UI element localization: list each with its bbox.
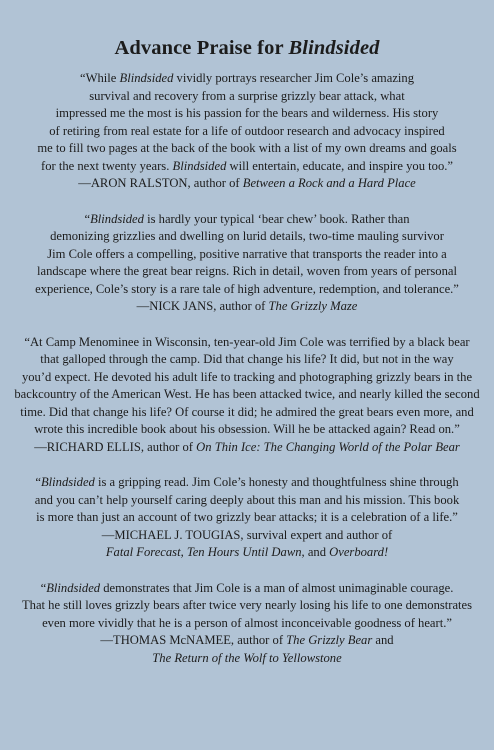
blurb-line: backcountry of the American West. He has been attacked twice, and nearly killed the second <box>14 387 480 401</box>
blurb-line: is more than just an account of two grizzly bear attacks; it is a celebration of a life.” <box>36 510 458 524</box>
blurb-line: “At Camp Menominee in Wisconsin, ten-year-old Jim Cole was terrified by a black bear <box>24 334 470 349</box>
praise-blurb <box>7 70 487 193</box>
italic-title: Blindsided <box>40 475 95 489</box>
italic-title: The Return of the Wolf to Yellowstone <box>152 650 342 665</box>
italic-title: Blindsided <box>46 580 101 595</box>
blurb-line: even more vividly that he is a person of almost inconceivable goodness of heart.” <box>42 615 452 630</box>
blurb-line: for the next twenty years. Blindsided will entertain, educate, and inspire you too.” <box>41 158 453 173</box>
italic-title: The Grizzly Maze <box>268 299 358 313</box>
blurb-line: impressed me the most is his passion for the bears and wilderness. His story <box>55 106 439 120</box>
italic-title: On Thin Ice: The Changing World of the Polar Bear <box>196 439 460 454</box>
title-prefix: Advance Praise for <box>114 37 289 59</box>
blurb-line: “While Blindsided vividly portrays researcher Jim Cole’s amazing <box>80 71 414 85</box>
blurb-line: experience, Cole’s story is a rare tale of high adventure, redemption, and tolerance.” <box>35 281 459 296</box>
blurb-line: “Blindsided is hardly your typical ‘bear chew’ book. Rather than <box>84 211 410 226</box>
praise-blurb <box>7 474 487 562</box>
italic-title: Blindsided <box>172 158 227 173</box>
italic-title: Blindsided <box>90 211 144 226</box>
praise-blurb <box>7 334 487 457</box>
praise-blurb <box>7 211 487 316</box>
blurb-separator <box>0 316 494 334</box>
blurb-separator <box>0 456 494 474</box>
praise-blurb <box>7 580 487 668</box>
italic-title: Overboard! <box>329 545 389 559</box>
italic-title: Between a Rock and a Hard Place <box>242 176 416 190</box>
blurb-line: survival and recovery from a surprise grizzly bear attack, what <box>89 88 405 103</box>
blurb-line: Jim Cole offers a compelling, positive narrative that transports the reader into a <box>47 246 447 261</box>
blurb-line <box>7 650 487 668</box>
italic-title: The Grizzly Bear <box>286 633 373 647</box>
blurb-line: demonizing grizzlies and dwelling on lurid details, two-time mauling survivor <box>50 229 444 243</box>
blurb-separator <box>0 193 494 211</box>
blurb-line: and you can’t help yourself caring deeply about this man and his mission. This book <box>34 492 460 507</box>
italic-title: Blindsided <box>119 71 174 85</box>
blurb-line: wrote this incredible book about his obsession. Will he be attacked again? Read on.” <box>34 422 460 436</box>
blurb-line: that galloped through the camp. Did that change his life? It did, but not in the way <box>40 352 454 366</box>
blurb-line: Fatal Forecast, Ten Hours Until Dawn, and Overboard! <box>105 545 389 559</box>
blurb-line: landscape where the great bear reigns. Rich in detail, woven from years of personal <box>37 264 457 278</box>
blurb-line: —THOMAS McNAMEE, author of The Grizzly Bear and <box>100 633 394 647</box>
blurb-line: —ARON RALSTON, author of Between a Rock and a Hard Place <box>78 176 416 190</box>
blurb-line: —RICHARD ELLIS, author of On Thin Ice: The Changing World of the Polar Bear <box>34 439 460 454</box>
italic-title: Fatal Forecast, Ten Hours Until Dawn, <box>105 545 305 559</box>
blurb-line: you’d expect. He devoted his adult life to tracking and photographing grizzly bears in the <box>21 369 473 384</box>
blurb-line: That he still loves grizzly bears after twice very nearly losing his life to one demonstrates <box>21 598 473 612</box>
title-book-name: Blindsided <box>288 37 380 59</box>
page-title <box>0 36 494 60</box>
blurb-line: —NICK JANS, author of The Grizzly Maze <box>136 299 358 313</box>
blurb-line: “Blindsided demonstrates that Jim Cole is a man of almost unimaginable courage. <box>40 580 454 595</box>
blurb-line: of retiring from real estate for a life of outdoor research and advocacy inspired <box>49 123 445 138</box>
blurb-line: time. Did that change his life? Of course it did; he admired the great bears even more, and <box>20 404 474 419</box>
blurb-line: “Blindsided is a gripping read. Jim Cole’s honesty and thoughtfulness shine through <box>35 475 459 489</box>
blurb-line: me to fill two pages at the back of the book with a list of my own dreams and goals <box>37 141 457 155</box>
blurb-line: —MICHAEL J. TOUGIAS, survival expert and author of <box>101 527 393 542</box>
blurbs-container <box>0 70 494 667</box>
blurb-separator <box>0 562 494 580</box>
